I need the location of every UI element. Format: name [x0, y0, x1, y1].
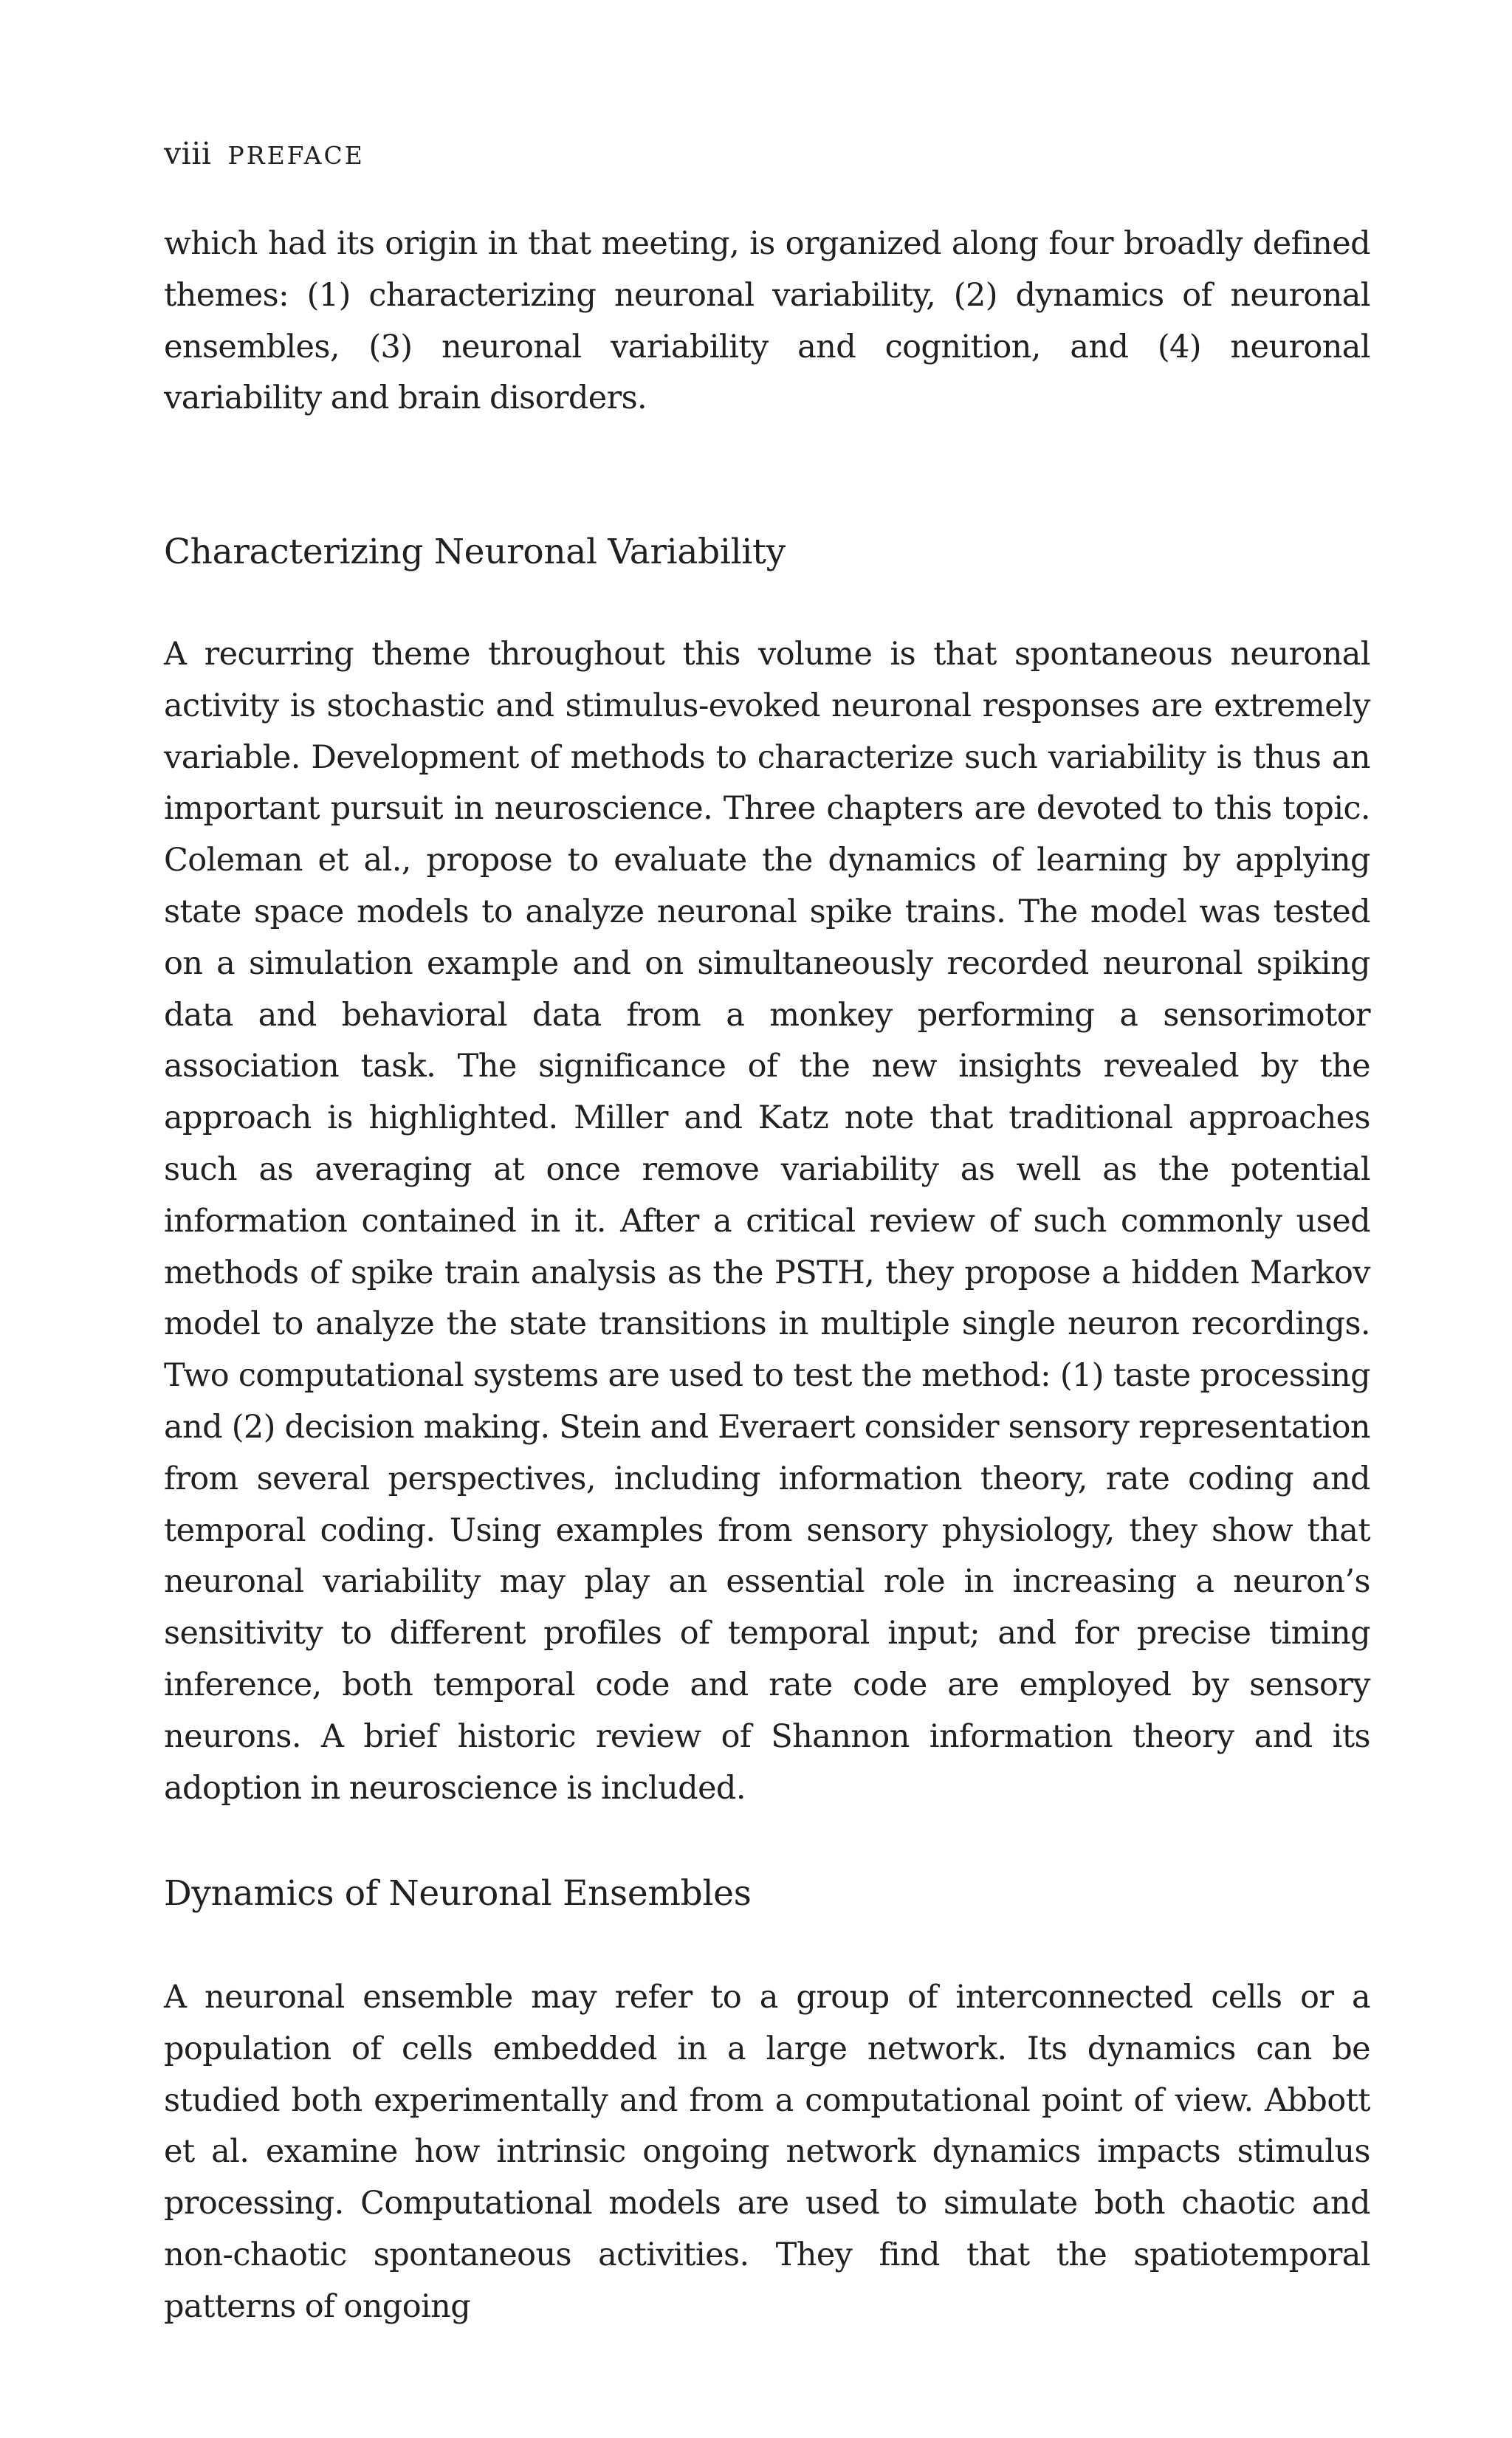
section-heading-characterizing: Characterizing Neuronal Variability — [164, 532, 786, 572]
section-heading-ensembles: Dynamics of Neuronal Ensembles — [164, 1873, 752, 1914]
running-head — [164, 133, 365, 176]
ensembles-paragraph: A neuronal ensemble may refer to a group of interconnected cells or a population of cells embedded in a large network. Its dynamics can be studied both experimentally and from a computational point of view. Abbott et al. examine how intrinsic ongoing network dynamics impacts stimulus processing. Computational models are used to simulate both chaotic and non-chaotic spontaneous activities. They find that the spatiotemporal patterns of ongoing — [164, 1979, 1370, 2325]
characterizing-paragraph: A recurring theme throughout this volume is that spontaneous neuronal activity is stochastic and stimulus-evoked neuronal responses are extremely variable. Development of methods to characterize such variability is thus an important pursuit in neuroscience. Three chapters are devoted to this topic. Coleman et al., propose to evaluate the dynamics of learning by applying state space models to analyze neuronal spike trains. The model was tested on a simulation example and on simultaneously recorded neuronal spiking data and behavioral data from a monkey performing a sensorimotor association task. The significance of the new insights revealed by the approach is highlighted. Miller and Katz note that traditional approaches such as averaging at once remove variability as well as the potential information contained in it. After a critical review of such commonly used methods of spike train analysis as the PSTH, they propose a hidden Markov model to analyze the state transitions in multiple single neuron recordings. Two computational systems are used to test the method: (1) taste processing and (2) decision making. Stein and Everaert consider sensory representation from several perspectives, including information theory, rate coding and temporal coding. Using examples from sensory physiology, they show that neuronal variability may play an essential role in increasing a neuron’s sensitivity to different profiles of temporal input; and for precise timing inference, both temporal code and rate code are employed by sensory neurons. A brief historic review of Shannon information theory and its adoption in neuroscience is included. — [164, 636, 1370, 1807]
running-head-title: PREFACE — [227, 141, 365, 170]
intro-paragraph: which had its origin in that meeting, is organized along four broadly defined themes: (1) characterizing neuronal variability, (2) dynamics of neuronal ensembles, (3) neuronal variability and cognition, and (4) neuronal variability and brain disorders. — [164, 225, 1370, 417]
intro-paragraph-block — [164, 219, 1370, 425]
page-number: viii — [164, 136, 212, 171]
characterizing-paragraph-block — [164, 629, 1370, 1814]
ensembles-paragraph-block — [164, 1972, 1370, 2333]
